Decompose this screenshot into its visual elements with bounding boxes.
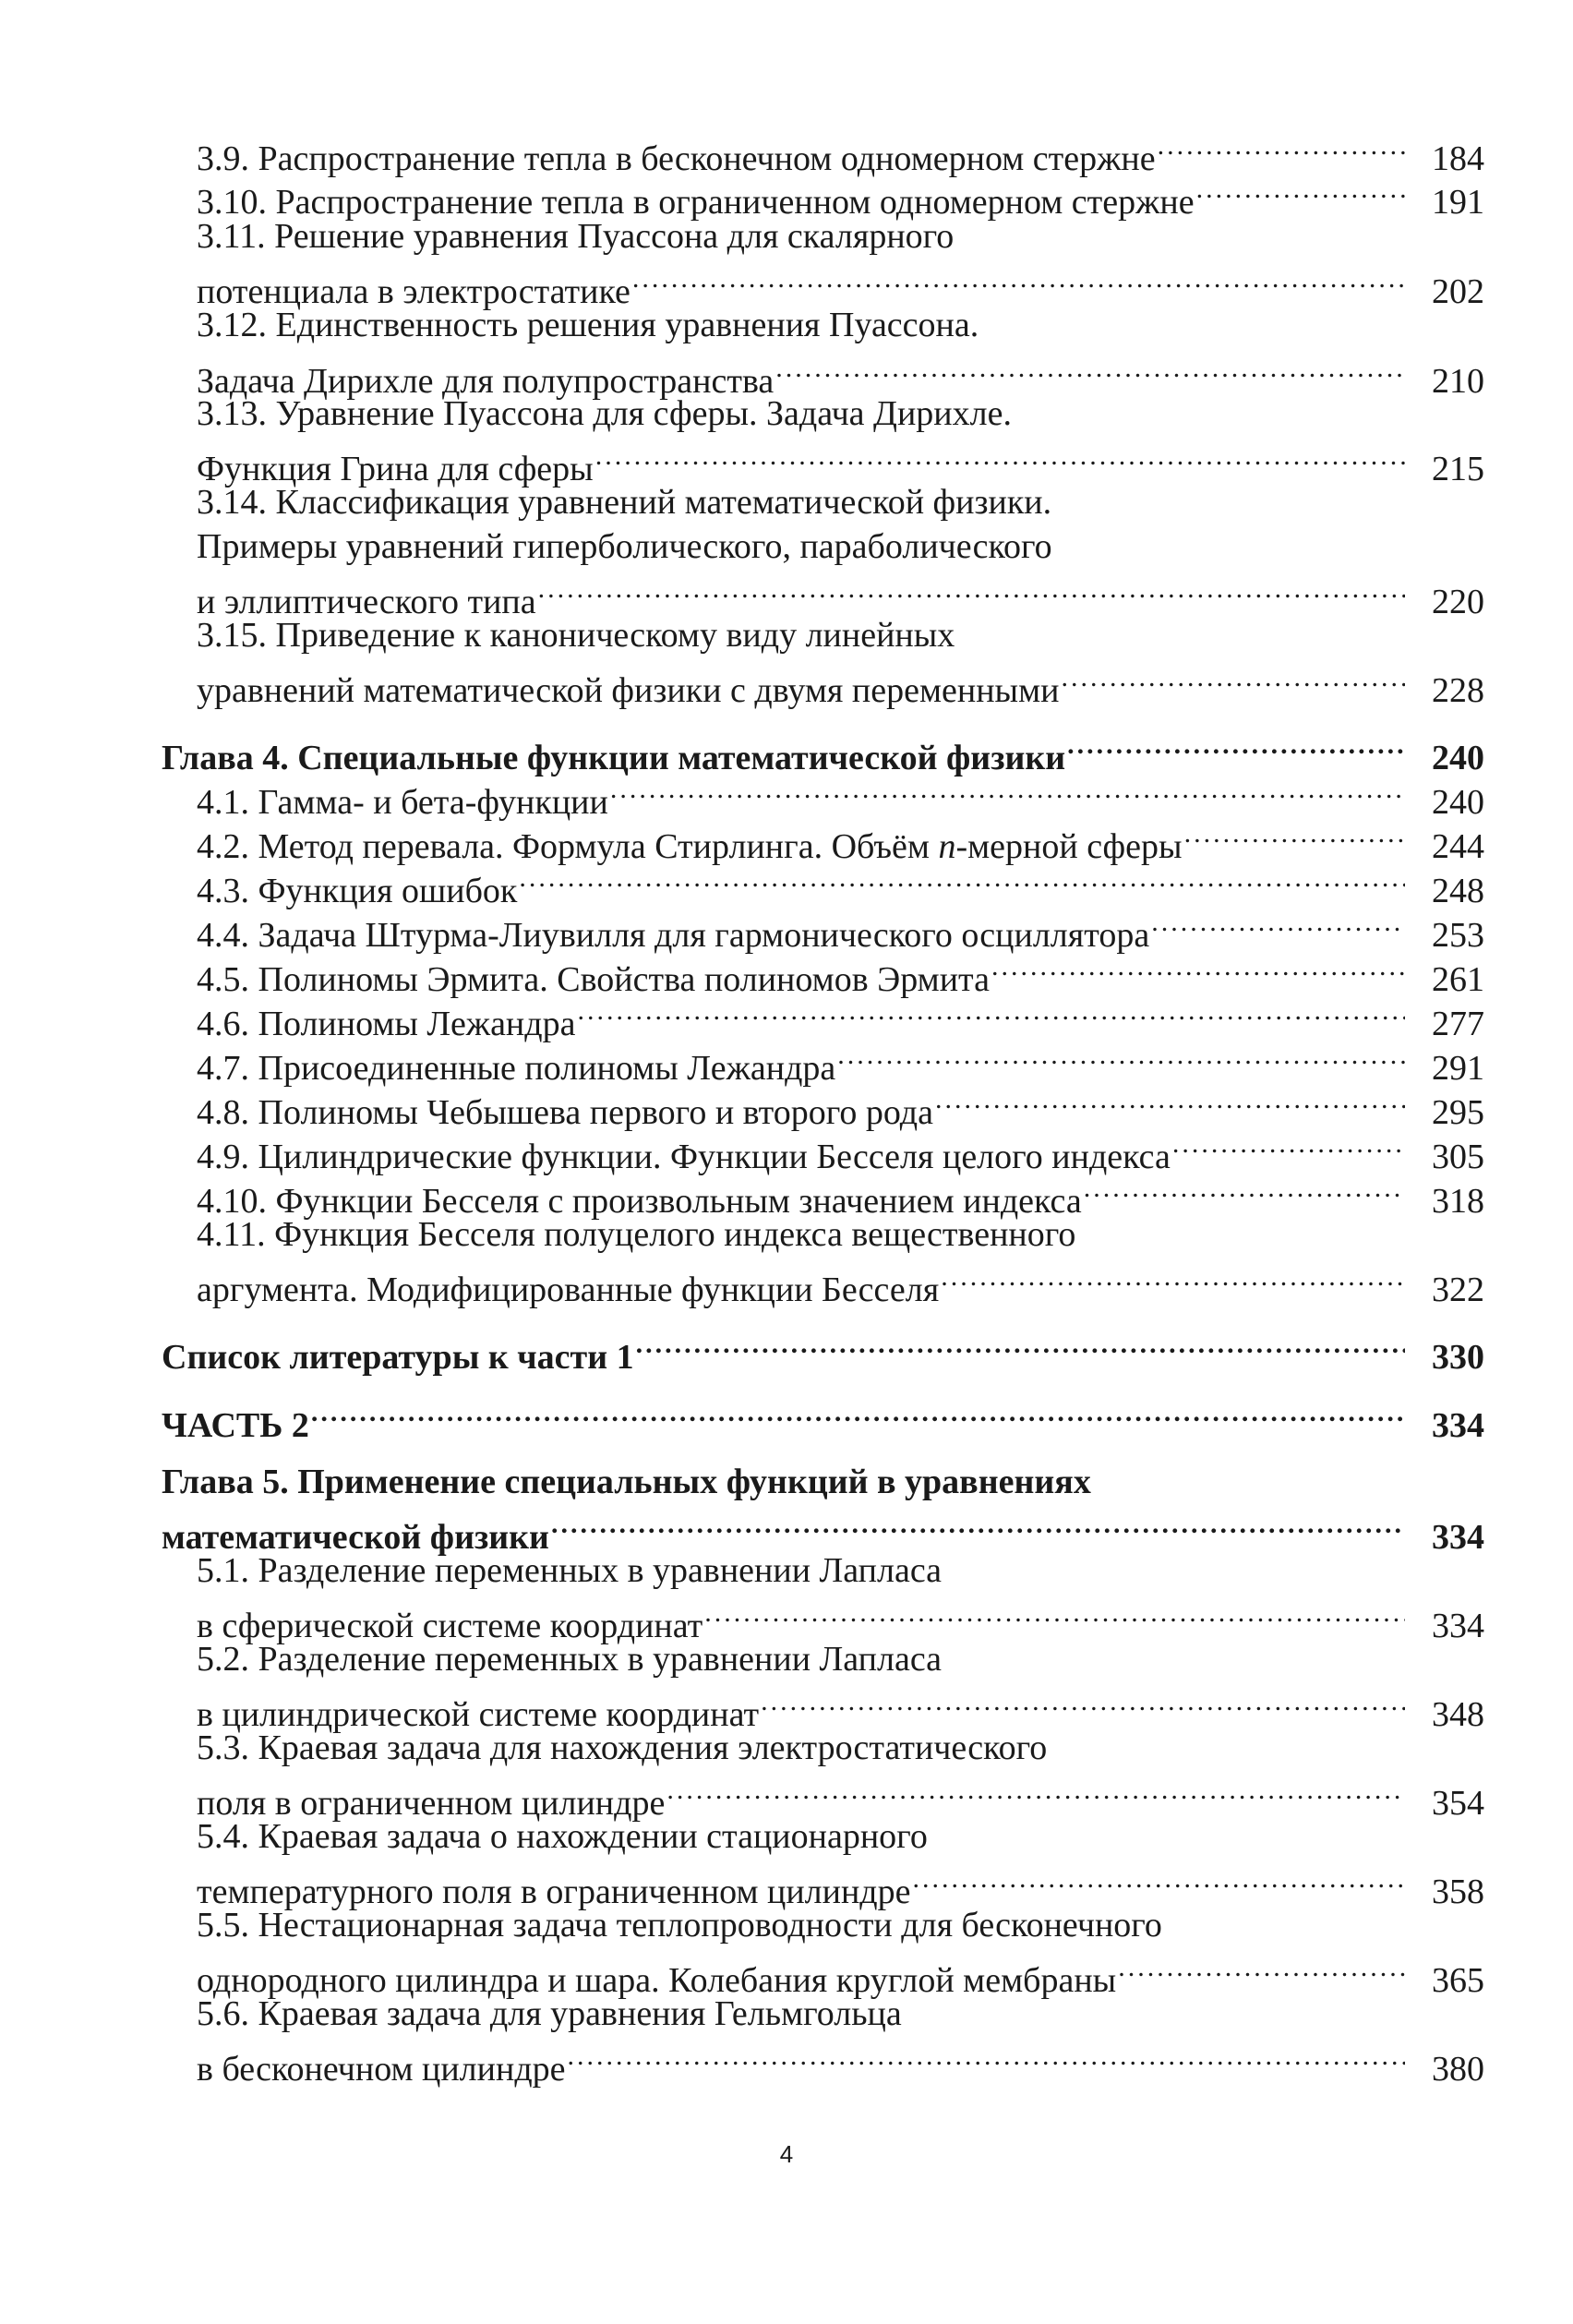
dot-leader — [575, 991, 1405, 1035]
toc-entry: 3.12. Единственность решения уравнения Пуассона. — [197, 306, 979, 344]
toc-chapter: Глава 5. Применение специальных функций в уравнениях — [162, 1463, 1091, 1501]
toc-entry: 4.10. Функции Бесселя с произвольным значением индекса ..... 318 — [197, 1168, 1484, 1212]
dot-leader — [665, 1770, 1405, 1814]
dot-leader — [1082, 1168, 1405, 1212]
dot-leader — [1059, 657, 1405, 702]
toc-page-number: 318 — [1432, 1182, 1484, 1221]
toc-page-number: 244 — [1432, 827, 1484, 866]
dot-leader — [536, 569, 1405, 613]
toc-page-number: 305 — [1432, 1138, 1484, 1176]
dot-leader — [566, 2036, 1405, 2080]
toc-entry: 5.2. Разделение переменных в уравнении Лапласа — [197, 1640, 943, 1679]
toc-entry-cont: уравнений математической физики с двумя переменными ..... 228 — [197, 657, 1484, 702]
page-number: 4 — [779, 2140, 794, 2168]
dot-leader — [1156, 126, 1405, 170]
toc-page-number: 228 — [1432, 671, 1484, 710]
toc-entry: 4.5. Полиномы Эрмита. Свойства полиномов Эрмита ..... 261 — [197, 946, 1484, 991]
toc-entry: 4.11. Функция Бесселя полуцелого индекса вещественного — [197, 1215, 1076, 1254]
toc-page-number: 215 — [1432, 450, 1484, 488]
toc-entry-cont: в бесконечном цилиндре ..... 380 — [197, 2036, 1484, 2080]
dot-leader — [1065, 725, 1405, 769]
toc-page-number: 277 — [1432, 1005, 1484, 1043]
toc-entry: 3.9. Распространение тепла в бесконечном одномерном стержне ..... 184 — [197, 126, 1484, 170]
dot-leader — [702, 1593, 1405, 1637]
dot-leader — [594, 436, 1405, 480]
toc-page-number: 295 — [1432, 1093, 1484, 1132]
dot-leader — [630, 259, 1405, 303]
toc-page-number: 220 — [1432, 583, 1484, 621]
dot-leader — [939, 1257, 1405, 1301]
toc-entry-cont: потенциала в электростатике ..... 202 — [197, 259, 1484, 303]
toc-entry-cont: в сферической системе координат ..... 334 — [197, 1593, 1484, 1637]
toc-page-number: 202 — [1432, 272, 1484, 311]
dot-leader — [1183, 813, 1405, 858]
toc-page-number: 191 — [1432, 183, 1484, 222]
dot-leader — [1149, 902, 1405, 946]
toc-entry-cont: и эллиптического типа ..... 220 — [197, 569, 1484, 613]
dot-leader — [911, 1859, 1405, 1903]
toc-entry: 4.4. Задача Штурма-Лиувилля для гармонического осциллятора ..... 253 — [197, 902, 1484, 946]
toc-chapter-cont: математической физики ..... 334 — [162, 1504, 1484, 1548]
toc-bibliography: Список литературы к части 1 ..... 330 — [162, 1324, 1484, 1368]
dot-leader — [517, 858, 1405, 902]
toc-page-number: 248 — [1432, 872, 1484, 910]
toc-entry: 4.6. Полиномы Лежандра ..... 277 — [197, 991, 1484, 1035]
toc-page-number: 253 — [1432, 916, 1484, 955]
toc-entry-cont: Задача Дирихле для полупространства ..... 210 — [197, 348, 1484, 392]
toc-page-number: 240 — [1432, 783, 1484, 822]
toc-entry: 4.8. Полиномы Чебышева первого и второго рода ..... 295 — [197, 1079, 1484, 1124]
toc-page-number: 348 — [1432, 1695, 1484, 1734]
toc-entry-cont: поля в ограниченном цилиндре ..... 354 — [197, 1770, 1484, 1814]
toc-entry: 4.3. Функция ошибок ..... 248 — [197, 858, 1484, 902]
toc-entry: 5.1. Разделение переменных в уравнении Лапласа — [197, 1551, 943, 1590]
dot-leader — [759, 1681, 1405, 1726]
dot-leader — [990, 946, 1405, 991]
toc-entry-cont: в цилиндрической системе координат ..... 348 — [197, 1681, 1484, 1726]
toc-entry: 5.6. Краевая задача для уравнения Гельмгольца — [197, 1994, 902, 2033]
toc-entry: 4.9. Цилиндрические функции. Функции Бесселя целого индекса ..... 305 — [197, 1124, 1484, 1168]
dot-leader — [1116, 1947, 1405, 1992]
toc-entry: 5.3. Краевая задача для нахождения электростатического — [197, 1728, 1048, 1767]
toc-page-number: 365 — [1432, 1961, 1484, 2000]
toc-entry: 3.11. Решение уравнения Пуассона для скалярного — [197, 217, 955, 256]
toc-entry: 4.1. Гамма- и бета-функции ..... 240 — [197, 769, 1484, 813]
toc-entry: 5.4. Краевая задача о нахождении стационарного — [197, 1817, 928, 1856]
toc-page-number: 184 — [1432, 139, 1484, 178]
toc-page-number: 334 — [1432, 1518, 1484, 1557]
dot-leader — [309, 1392, 1405, 1437]
dot-leader — [933, 1079, 1405, 1124]
toc-entry-cont: температурного поля в ограниченном цилиндре ..... 358 — [197, 1859, 1484, 1903]
dot-leader — [1195, 169, 1405, 213]
toc-entry: 3.14. Классификация уравнений математической физики. — [197, 483, 1052, 522]
toc-entry-cont: Функция Грина для сферы ..... 215 — [197, 436, 1484, 480]
toc-page-number: 334 — [1432, 1607, 1484, 1645]
toc-entry-cont: аргумента. Модифицированные функции Бесселя ..... 322 — [197, 1257, 1484, 1301]
toc-page-number: 334 — [1432, 1406, 1484, 1445]
toc-entry: 3.15. Приведение к каноническому виду линейных — [197, 616, 955, 655]
toc-entry: 4.2. Метод перевала. Формула Стирлинга. Объём n-мерной сферы ..... 244 — [197, 813, 1484, 858]
toc-page-number: 380 — [1432, 2050, 1484, 2089]
toc-entry: 3.10. Распространение тепла в ограниченном одномерном стержне ..... 191 — [197, 169, 1484, 213]
dot-leader — [1171, 1124, 1405, 1168]
toc-page-number: 358 — [1432, 1872, 1484, 1911]
toc-entry-cont: однородного цилиндра и шара. Колебания круглой мембраны ..... 365 — [197, 1947, 1484, 1992]
toc-entry: 4.7. Присоединенные полиномы Лежандра ..... 291 — [197, 1035, 1484, 1079]
toc-page-number: 322 — [1432, 1270, 1484, 1309]
toc-page-number: 210 — [1432, 362, 1484, 401]
toc-entry: 3.13. Уравнение Пуассона для сферы. Задача Дирихле. — [197, 394, 1012, 433]
toc-chapter: Глава 4. Специальные функции математической физики ..... 240 — [162, 725, 1484, 769]
toc-page-number: 240 — [1432, 739, 1484, 777]
toc-entry-cont: Примеры уравнений гиперболического, параболического — [197, 527, 1052, 566]
dot-leader — [549, 1504, 1405, 1548]
dot-leader — [835, 1035, 1405, 1079]
toc-page-number: 261 — [1432, 960, 1484, 999]
dot-leader — [634, 1324, 1405, 1368]
toc-page-number: 291 — [1432, 1049, 1484, 1088]
toc-entry: 5.5. Нестационарная задача теплопроводности для бесконечного — [197, 1906, 1162, 1945]
toc-page-number: 354 — [1432, 1784, 1484, 1823]
dot-leader — [774, 348, 1405, 392]
dot-leader — [608, 769, 1405, 813]
toc-part: ЧАСТЬ 2 ..... 334 — [162, 1392, 1484, 1437]
toc-page-number: 330 — [1432, 1338, 1484, 1377]
